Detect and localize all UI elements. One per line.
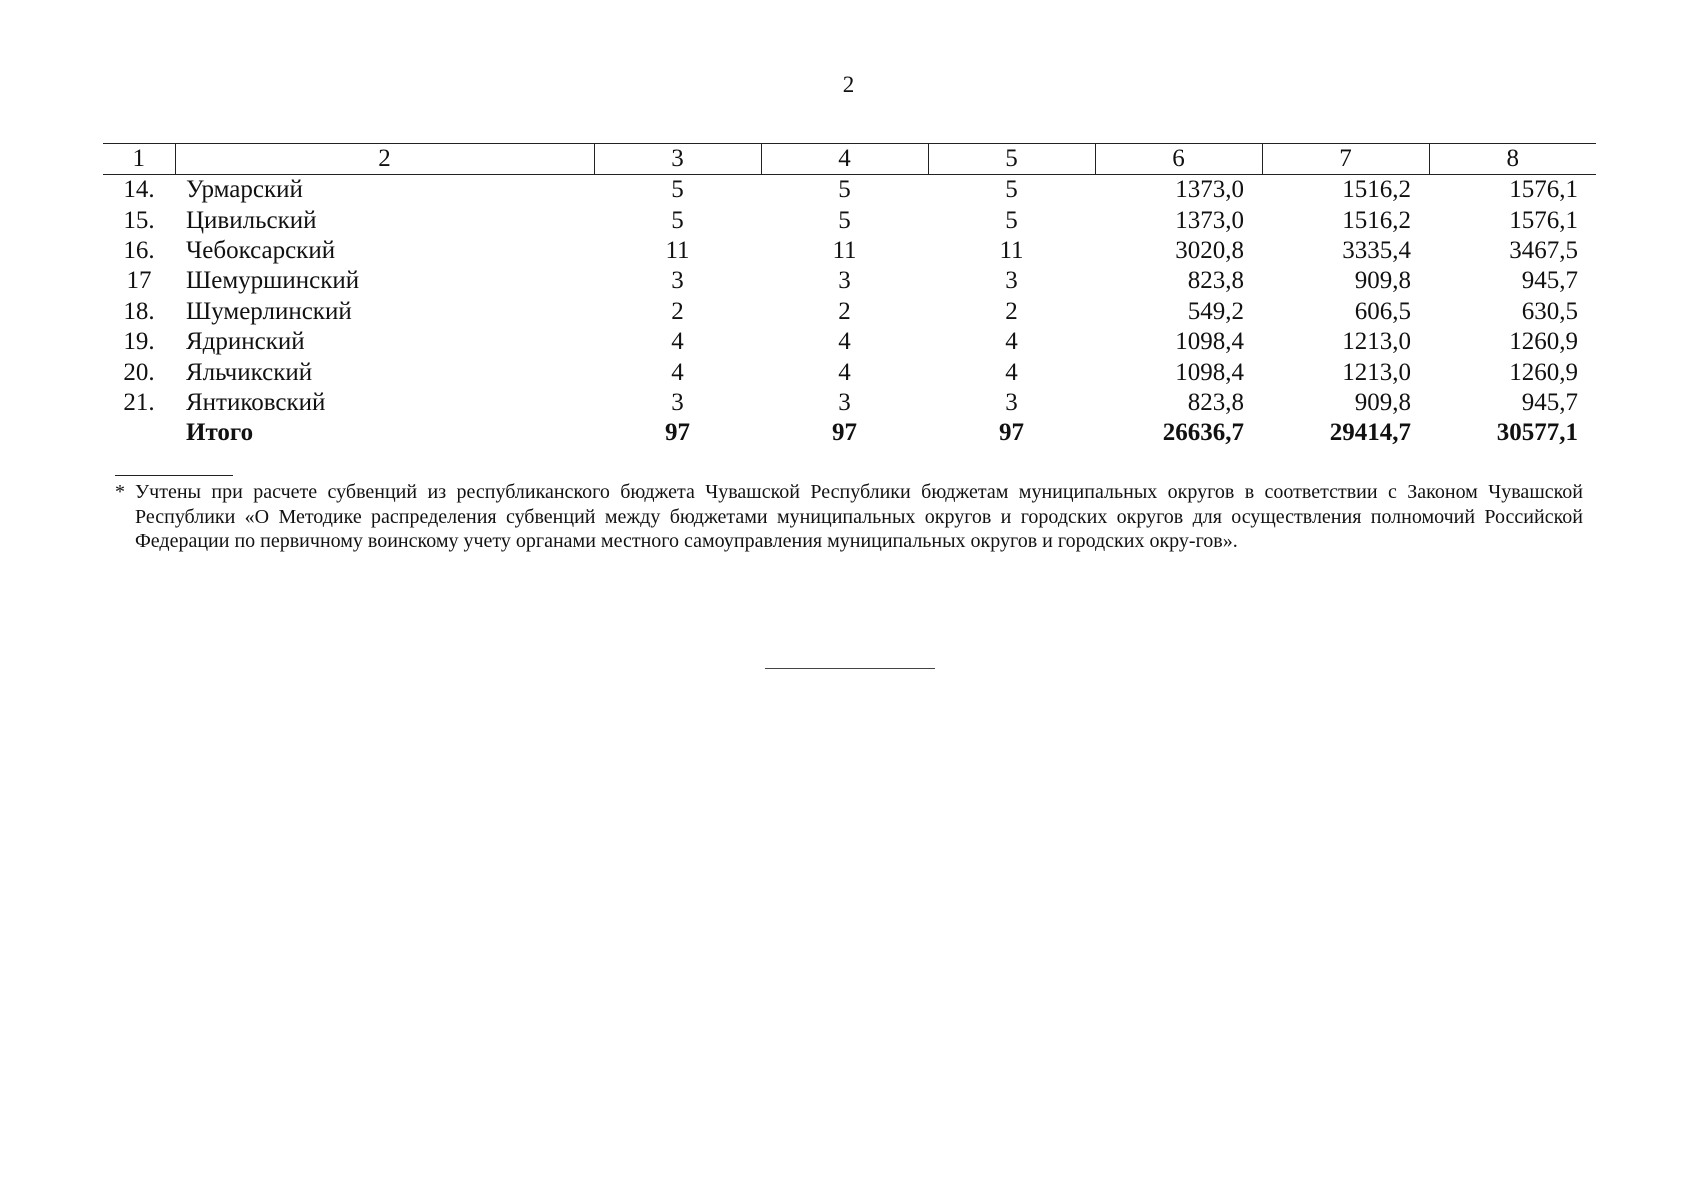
cell-col4: 3 [838, 267, 851, 295]
cell-col3: 11 [665, 236, 690, 264]
row-number: 16. [123, 236, 155, 264]
cell-col6: 823,8 [1187, 388, 1244, 416]
district-name: Шумерлинский [186, 297, 352, 325]
row-number: 19. [123, 328, 155, 356]
row-number: 15. [123, 206, 155, 234]
cell-col3: 3 [671, 388, 684, 416]
cell-col8: 3467,5 [1509, 236, 1578, 264]
cell-col7: 909,8 [1354, 388, 1411, 416]
cell-col4: 4 [838, 328, 851, 356]
district-name: Чебоксарский [186, 236, 336, 264]
column-header: 1 [103, 144, 175, 175]
cell-col6: 1098,4 [1175, 328, 1244, 356]
cell-col5: 3 [1005, 267, 1018, 295]
cell-col5: 11 [999, 236, 1024, 264]
cell-col3: 3 [671, 267, 684, 295]
district-name: Янтиковский [186, 388, 326, 416]
column-header: 4 [761, 144, 928, 175]
table-row [103, 175, 1596, 206]
cell-col3: 4 [671, 328, 684, 356]
cell-col5: 4 [1005, 358, 1018, 386]
cell-col7: 606,5 [1354, 297, 1411, 325]
cell-col6: 549,2 [1187, 297, 1244, 325]
cell-col4: 2 [838, 297, 851, 325]
total-label: Итого [186, 419, 254, 447]
cell-col4: 11 [832, 236, 857, 264]
cell-col6: 1373,0 [1175, 176, 1244, 204]
table-row [103, 205, 1596, 235]
district-name: Шемуршинский [186, 267, 360, 295]
cell-col8: 1576,1 [1509, 206, 1578, 234]
total-col8: 30577,1 [1496, 419, 1578, 447]
cell-col7: 1516,2 [1342, 176, 1411, 204]
cell-col5: 3 [1005, 388, 1018, 416]
district-name: Урмарский [186, 176, 303, 204]
row-number: 14. [123, 176, 155, 204]
cell-col8: 1576,1 [1509, 176, 1578, 204]
cell-col8: 945,7 [1521, 388, 1578, 416]
cell-col4: 3 [838, 388, 851, 416]
table-row [103, 266, 1596, 296]
total-col4: 97 [832, 419, 857, 447]
column-header: 8 [1429, 144, 1596, 175]
cell-col5: 4 [1005, 328, 1018, 356]
cell-col7: 1213,0 [1342, 328, 1411, 356]
total-row-number-empty [103, 418, 175, 448]
row-number: 17 [126, 267, 152, 295]
total-row [103, 418, 1596, 448]
cell-col7: 3335,4 [1342, 236, 1411, 264]
cell-col8: 630,5 [1521, 297, 1578, 325]
cell-col6: 3020,8 [1175, 236, 1244, 264]
column-header: 5 [928, 144, 1095, 175]
cell-col3: 4 [671, 358, 684, 386]
footnote-text: Учтены при расчете субвенций из республиканского бюджета Чувашской Республики бюджетам муниципальных округов в соответствии с Законом Чувашской Республики «О Методике распределения субвенций между бюджетами муниципальных округов и городских округов для осуществления полномочий Российской Федерации по первичному воинскому учету органами местного самоуправления муниципальных округов и городских окру-гов». [135, 481, 1583, 552]
footnote-marker: * [115, 481, 125, 503]
district-name: Ядринский [186, 328, 305, 356]
district-name: Яльчикский [186, 358, 313, 386]
district-name: Цивильский [186, 206, 317, 234]
end-of-document-divider [765, 668, 935, 669]
cell-col7: 909,8 [1354, 267, 1411, 295]
cell-col4: 5 [838, 176, 851, 204]
cell-col5: 5 [1005, 176, 1018, 204]
column-header: 3 [594, 144, 761, 175]
cell-col7: 1213,0 [1342, 358, 1411, 386]
total-col7: 29414,7 [1329, 419, 1411, 447]
cell-col3: 2 [671, 297, 684, 325]
footnote-divider [115, 475, 233, 476]
column-header: 6 [1095, 144, 1262, 175]
total-col5: 97 [999, 419, 1024, 447]
cell-col3: 5 [671, 176, 684, 204]
row-number: 18. [123, 297, 155, 325]
row-number: 20. [123, 358, 155, 386]
table-row [103, 357, 1596, 387]
table-row [103, 297, 1596, 327]
cell-col6: 1098,4 [1175, 358, 1244, 386]
cell-col4: 5 [838, 206, 851, 234]
column-header: 2 [175, 144, 594, 175]
table-row [103, 388, 1596, 418]
cell-col3: 5 [671, 206, 684, 234]
cell-col5: 2 [1005, 297, 1018, 325]
footnote [115, 480, 1583, 554]
cell-col4: 4 [838, 358, 851, 386]
cell-col6: 823,8 [1187, 267, 1244, 295]
cell-col5: 5 [1005, 206, 1018, 234]
table-row [103, 236, 1596, 266]
column-header: 7 [1262, 144, 1429, 175]
row-number: 21. [123, 388, 155, 416]
cell-col7: 1516,2 [1342, 206, 1411, 234]
cell-col8: 1260,9 [1509, 358, 1578, 386]
cell-col6: 1373,0 [1175, 206, 1244, 234]
data-table [103, 143, 1596, 449]
cell-col8: 945,7 [1521, 267, 1578, 295]
table-header-row [103, 144, 1596, 175]
table-row [103, 327, 1596, 357]
total-col3: 97 [665, 419, 690, 447]
page-number: 2 [842, 72, 855, 97]
total-col6: 26636,7 [1162, 419, 1244, 447]
cell-col8: 1260,9 [1509, 328, 1578, 356]
